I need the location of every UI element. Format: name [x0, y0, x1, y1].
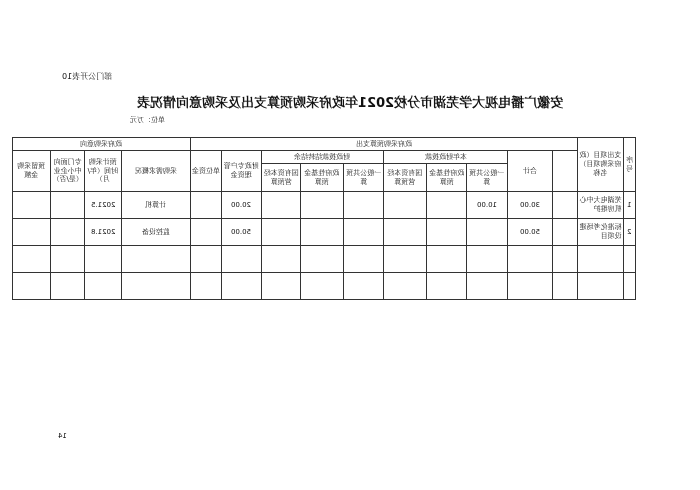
document-title: 安徽广播电视大学芜湖市分校2021年政府采购预算支出及采购意向情况表: [136, 96, 564, 111]
header-row-2: [13, 151, 636, 164]
purchase-demand-header: 采购需求概况: [121, 151, 190, 192]
total-cell: 30.00: [508, 192, 553, 219]
unit-fund-cell: [190, 192, 221, 219]
sme-amount-cell: [13, 219, 51, 246]
seq-cell: 2: [623, 219, 635, 246]
current-state-capital-header: 国有资本经营预算: [384, 164, 427, 192]
unit-fund-header: 单位资金: [190, 151, 221, 192]
carryover-general-public-header: 一般公共预算: [343, 164, 384, 192]
carryover-header: 财政拨款结转结余: [261, 151, 384, 164]
current-gov-fund-header: 政府性基金预算: [426, 164, 467, 192]
header-row-1: [13, 138, 636, 151]
carryover-state-capital-header: 国有资本经营预算: [261, 164, 301, 192]
item-name-header: 支出项目（政府采购项目）名称: [578, 138, 624, 192]
unit-label: 单位：万元: [130, 116, 165, 124]
blank-cell: [552, 219, 577, 246]
carryover-state-capital-cell: [261, 219, 301, 246]
specific-needs-header: 专门面向中小企业（是/否）: [50, 151, 84, 192]
blank-header-cell: [552, 151, 577, 192]
carryover-gov-fund-cell: [301, 192, 344, 219]
table-row: [13, 219, 636, 246]
purchase-demand-cell: 监控设备: [121, 219, 190, 246]
empty-table-row: [13, 273, 636, 300]
item-name-cell: 芜湖电大中心机房维护: [578, 192, 624, 219]
page-number: 14: [58, 432, 67, 440]
item-name-cell: 标准化考场建设项目: [578, 219, 624, 246]
current-year-header: 本年财政拨款: [384, 151, 508, 164]
carryover-gov-fund-cell: [301, 219, 344, 246]
special-fund-header: 财政专户管理资金: [221, 151, 261, 192]
table-row: [13, 192, 636, 219]
sme-amount-cell: [13, 192, 51, 219]
specific-needs-cell: [50, 192, 84, 219]
carryover-general-public-cell: [343, 192, 384, 219]
current-gov-fund-cell: [426, 192, 467, 219]
budget-group-header: 政府采购预算支出: [190, 138, 578, 151]
current-general-public-cell: [467, 219, 508, 246]
special-fund-cell: 50.00: [221, 219, 261, 246]
budget-table: [12, 137, 636, 300]
carryover-state-capital-cell: [261, 192, 301, 219]
blank-cell: [552, 192, 577, 219]
expected-time-cell: 2021.8: [85, 219, 122, 246]
carryover-general-public-cell: [343, 219, 384, 246]
empty-table-row: [13, 246, 636, 273]
unit-fund-cell: [190, 219, 221, 246]
seq-cell: 1: [623, 192, 635, 219]
current-state-capital-cell: [384, 219, 427, 246]
intent-group-header: 政府采购意向: [13, 138, 191, 151]
total-header: 合计: [508, 151, 553, 192]
specific-needs-cell: [50, 219, 84, 246]
current-general-public-cell: 10.00: [467, 192, 508, 219]
form-number: 部门公开表10: [62, 72, 113, 81]
expected-time-header: 预计采购时间（年/月）: [85, 151, 122, 192]
expected-time-cell: 2021.5: [85, 192, 122, 219]
seq-header: 序号: [623, 138, 635, 192]
current-gov-fund-cell: [426, 219, 467, 246]
special-fund-cell: 20.00: [221, 192, 261, 219]
purchase-demand-cell: 计算机: [121, 192, 190, 219]
total-cell: 50.00: [508, 219, 553, 246]
carryover-gov-fund-header: 政府性基金预算: [301, 164, 344, 192]
current-general-public-header: 一般公共预算: [467, 164, 508, 192]
current-state-capital-cell: [384, 192, 427, 219]
sme-amount-header: 预留采购金额: [13, 151, 51, 192]
